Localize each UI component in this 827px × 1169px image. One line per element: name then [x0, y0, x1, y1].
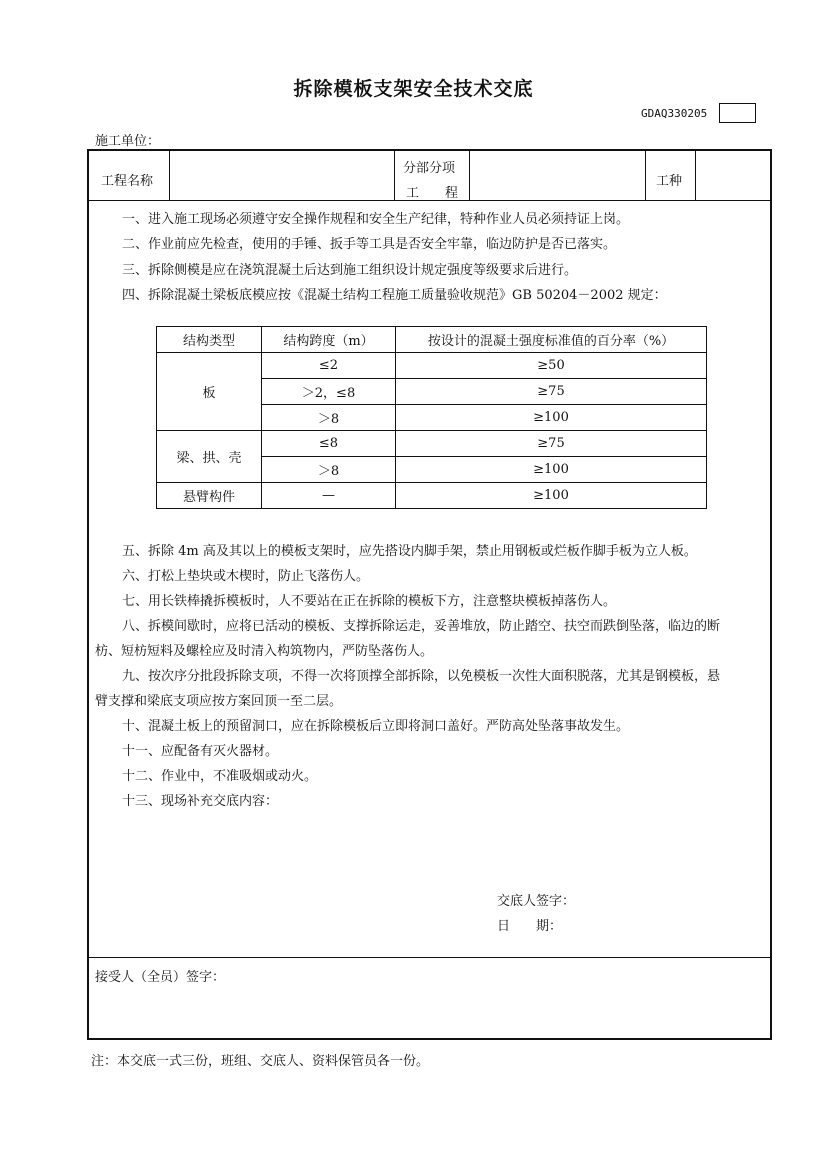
header-col-divider	[645, 149, 646, 201]
sub-project-field[interactable]	[471, 151, 644, 199]
date-label: 日 期：	[497, 919, 563, 934]
item-11: 十一、应配备有灭火器材。	[122, 744, 279, 759]
formwork-removal-strength-table	[156, 326, 707, 509]
item-7: 七、用长铁棒撬拆模板时，人不要站在正在拆除的模板下方，注意整块模板掉落伤人。	[122, 594, 617, 609]
item-9-continued: 臂支撑和梁底支项应按方案回顶一至二层。	[95, 694, 343, 709]
table-span-cell: ＞2，≤8	[262, 379, 396, 405]
table-percent-cell: ≥100	[396, 405, 707, 431]
briefer-signature-label: 交底人签字：	[497, 894, 576, 909]
table-type-cell: 悬臂构件	[157, 483, 262, 509]
table-type-cell: 梁、拱、壳	[157, 431, 262, 483]
project-name-field[interactable]	[171, 151, 393, 199]
receiver-row-divider	[87, 957, 772, 958]
table-type-cell: 板	[157, 353, 262, 431]
table-percent-cell: ≥75	[396, 431, 707, 457]
table-span-cell: ＞8	[262, 457, 396, 483]
table-span-cell: ≤2	[262, 353, 396, 379]
item-2: 二、作业前应先检查，使用的手锤、扳手等工具是否安全牢靠，临边防护是否已落实。	[122, 237, 617, 252]
trade-label: 工种	[656, 174, 683, 189]
table-percent-cell: ≥100	[396, 483, 707, 509]
trade-field[interactable]	[697, 151, 770, 199]
item-8-continued: 枋、短枋短料及螺栓应及时清入构筑物内，严防坠落伤人。	[95, 644, 434, 659]
sub-project-label: 分部分项	[403, 161, 456, 176]
project-name-label: 工程名称	[101, 174, 154, 189]
item-5: 五、拆除 4m 高及其以上的模板支架时，应先搭设内脚手架，禁止用钢板或烂板作脚手板为立人板。	[122, 544, 697, 559]
table-header-percent: 按设计的混凝土强度标准值的百分率（%）	[396, 327, 707, 353]
footnote: 注：本交底一式三份，班组、交底人、资料保管员各一份。	[91, 1054, 430, 1069]
page-title: 拆除模板支架安全技术交底	[293, 78, 534, 100]
item-13: 十三、现场补充交底内容：	[122, 794, 279, 809]
header-col-divider	[695, 149, 696, 201]
sub-project-label-line2: 工 程	[406, 186, 459, 201]
item-3: 三、拆除侧模是应在浇筑混凝土后达到施工组织设计规定强度等级要求后进行。	[122, 263, 578, 278]
table-header-type: 结构类型	[157, 327, 262, 353]
header-col-divider	[169, 149, 170, 201]
table-header-span: 结构跨度（m）	[262, 327, 396, 353]
construction-unit-label: 施工单位：	[95, 134, 161, 149]
item-6: 六、打松上垫块或木楔时，防止飞落伤人。	[122, 569, 370, 584]
header-col-divider	[394, 149, 395, 201]
receiver-signature-label: 接受人（全员）签字：	[95, 970, 226, 985]
table-percent-cell: ≥75	[396, 379, 707, 405]
table-span-cell: ＞8	[262, 405, 396, 431]
item-1: 一、进入施工现场必须遵守安全操作规程和安全生产纪律，特种作业人员必须持证上岗。	[122, 212, 630, 227]
table-span-cell: —	[262, 483, 396, 509]
table-percent-cell: ≥50	[396, 353, 707, 379]
header-col-divider	[469, 149, 470, 201]
item-10: 十、混凝土板上的预留洞口，应在拆除模板后立即将洞口盖好。严防高处坠落事故发生。	[122, 719, 630, 734]
item-4: 四、拆除混凝土梁板底模应按《混凝土结构工程施工质量验收规范》GB 50204－2002 规定：	[122, 288, 667, 303]
code-input-box[interactable]	[719, 103, 756, 123]
table-span-cell: ≤8	[262, 431, 396, 457]
document-code: GDAQ330205	[641, 107, 708, 120]
item-9: 九、按次序分批段拆除支项，不得一次将顶撑全部拆除，以免模板一次性大面积脱落，尤其是钢模板，悬	[122, 669, 721, 684]
item-12: 十二、作业中，不准吸烟或动火。	[122, 769, 318, 784]
receiver-signature-field[interactable]	[89, 985, 770, 1037]
item-8: 八、拆模间歇时，应将已活动的模板、支撑拆除运走，妥善堆放，防止踏空、扶空而跌倒坠落，临边的断	[122, 619, 721, 634]
table-percent-cell: ≥100	[396, 457, 707, 483]
